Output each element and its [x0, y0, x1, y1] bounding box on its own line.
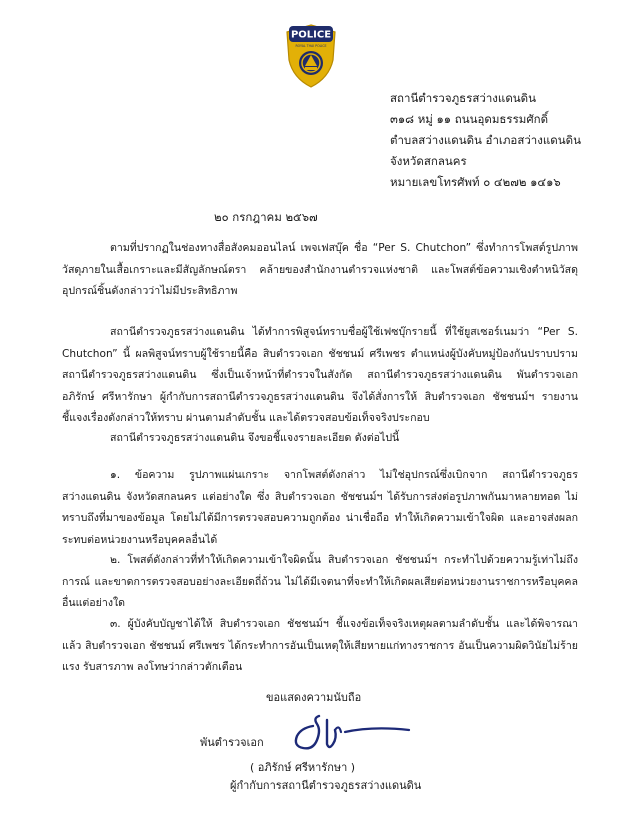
closing-salutation: ขอแสดงความนับถือ: [266, 691, 362, 704]
badge-subtext: ROYAL THAI POLICE: [295, 44, 327, 48]
badge-banner-text: POLICE: [290, 29, 332, 41]
paragraph-item-1: ๑. ข้อความ รูปภาพแผ่นเกราะ จากโพสต์ดังกล่าว ไม่ใช่อุปกรณ์ซึ่งเบิกจาก สถานีตำรวจภูธรสว่างแดนดิน จังหวัดสกลนคร แต่อย่างใด ซึ่ง สิบตำรวจเอก ชัชชนม์ฯ ได้รับการส่งต่อรูปภาพกันมาหลายทอด ไม่ทราบถึงที่มาของข้อมูล โดยไม่ได้มีการตรวจสอบความถูกต้อง น่าเชื่อถือ ทำให้เกิดความเข้าใจผิด และอาจส่งผลกระทบต่อหน่วยงานหรือบุคคลอื่นได้: [62, 469, 578, 546]
address-line-agency: สถานีตำรวจภูธรสว่างแดนดิน: [390, 91, 536, 105]
paragraph-1: ตามที่ปรากฏในช่องทางสื่อสังคมออนไลน์ เพจเฟสบุ๊ค ชื่อ “Per S. Chutchon” ซึ่งทำการโพสต์รูปภาพวัสดุภายในเสื้อเกราะและมีสัญลักษณ์ตรา คล้ายของสำนักงานตำรวจแห่งชาติ และโพสต์ข้อความเชิงตำหนิวัสดุอุปกรณ์ชิ้นดังกล่าวว่าไม่มีประสิทธิภาพ: [62, 242, 578, 297]
handwritten-signature: [283, 704, 415, 756]
police-badge-logo: [283, 22, 339, 90]
address-line-province: จังหวัดสกลนคร: [390, 154, 467, 168]
paragraph-item-3: ๓. ผู้บังคับบัญชาได้ให้ สิบตำรวจเอก ชัชชนม์ฯ ชี้แจงข้อเท็จจริงเหตุผลตามลำดับชั้น และได้พิจารณาแล้ว สิบตำรวจเอก ชัชชนม์ ศรีเพชร ได้กระทำการอันเป็นเหตุให้เสียหายแก่ทางราชการ อันเป็นความผิดวินัยไม่ร้ายแรง รับสารภาพ ลงโทษว่ากล่าวตักเตือน: [62, 618, 578, 673]
signer-rank: พันตำรวจเอก: [200, 736, 264, 749]
paragraph-2: สถานีตำรวจภูธรสว่างแดนดิน ได้ทำการพิสูจน์ทราบชื่อผู้ใช้เฟซบุ๊กรายนี้ ที่ใช้ยูสเซอร์เนมว่า “Per S. Chutchon” นี้ ผลพิสูจน์ทราบผู้ใช้รายนี้คือ สิบตำรวจเอก ชัชชนม์ ศรีเพชร ตำแหน่งผู้บังคับหมู่ป้องกันปราบปราม สถานีตำรวจภูธรสว่างแดนดิน ซึ่งเป็นเจ้าหน้าที่ตำรวจในสังกัด สถานีตำรวจภูธรสว่างแดนดิน พันตำรวจเอก อภิรักษ์ ศรีหารักษา ผู้กำกับการสถานีตำรวจภูธรสว่างแดนดิน จึงได้สั่งการให้ สิบตำรวจเอก ชัชชนม์ฯ รายงานชี้แจงเรื่องดังกล่าวให้ทราบ ผ่านตามลำดับชั้น และได้ตรวจสอบข้อเท็จจริงประกอบ: [62, 326, 578, 424]
address-line-district: ตำบลสว่างแดนดิน อำเภอสว่างแดนดิน: [390, 133, 581, 147]
signer-title: ผู้กำกับการสถานีตำรวจภูธรสว่างแดนดิน: [230, 779, 422, 792]
signer-name: ( อภิรักษ์ ศรีหารักษา ): [250, 761, 356, 774]
sender-address: [390, 88, 581, 193]
address-line-phone: หมายเลขโทรศัพท์ ๐ ๔๒๗๒ ๑๔๑๖: [390, 175, 561, 189]
address-line-street: ๓๑๘ หมู่ ๑๑ ถนนอุดมธรรมศักดิ์: [390, 112, 549, 126]
letter-date: ๒๐ กรกฎาคม ๒๕๖๗: [214, 210, 318, 224]
paragraph-item-2: ๒. โพสต์ดังกล่าวที่ทำให้เกิดความเข้าใจผิดนั้น สิบตำรวจเอก ชัชชนม์ฯ กระทำไปด้วยความรู้เท่าไม่ถึงการณ์ และขาดการตรวจสอบอย่างละเอียดถี่ถ้วน ไม่ได้มีเจตนาที่จะทำให้เกิดผลเสียต่อหน่วยงานราชการหรือบุคคลอื่นแต่อย่างใด: [62, 554, 578, 609]
paragraph-3: สถานีตำรวจภูธรสว่างแดนดิน จึงขอชี้แจงรายละเอียด ดังต่อไปนี้: [110, 432, 400, 444]
